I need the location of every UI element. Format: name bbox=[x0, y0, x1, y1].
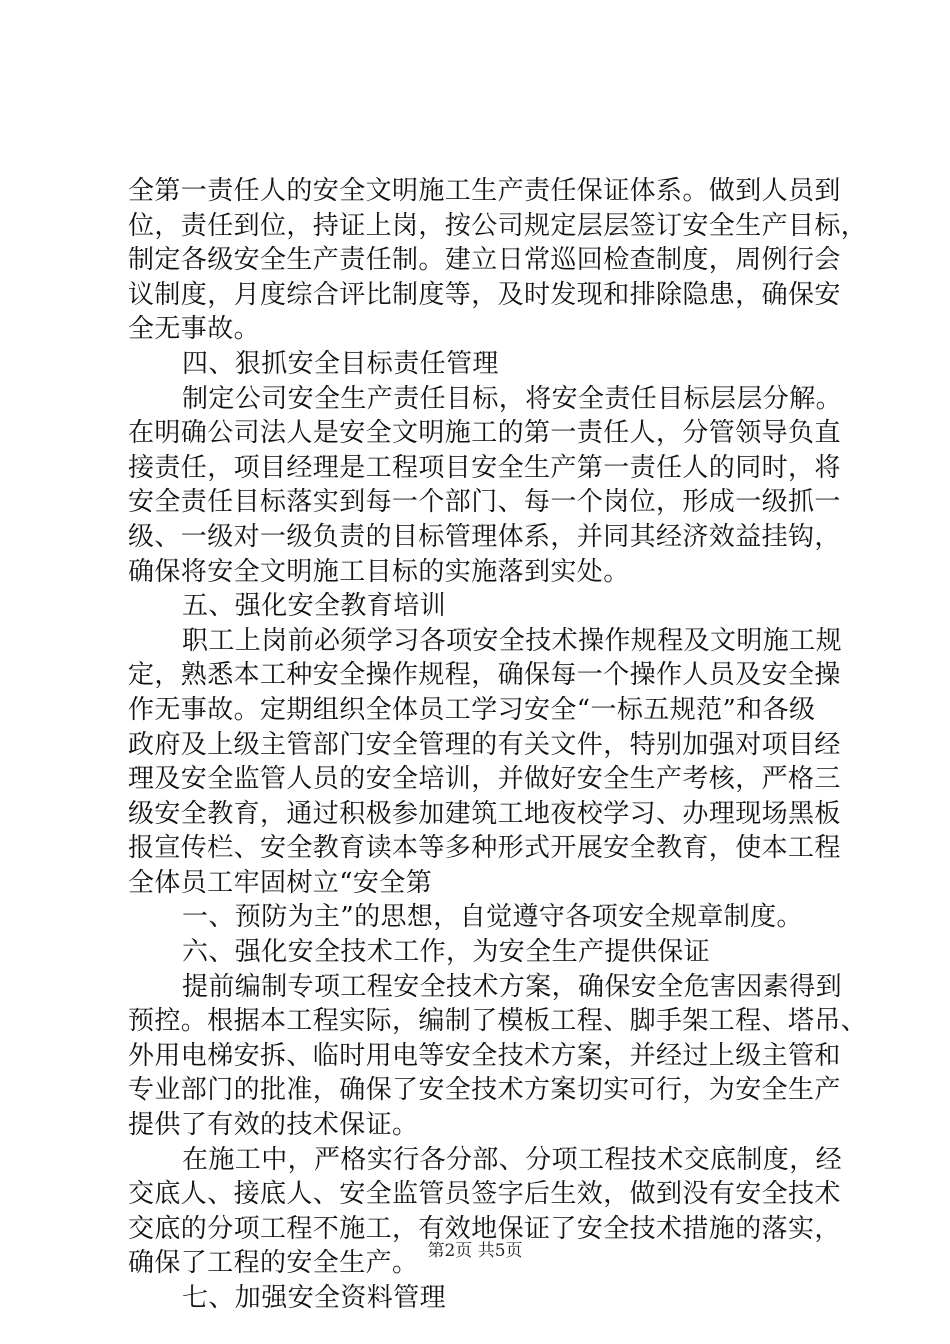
text-line: 外用电梯安拆、临时用电等安全技术方案，并经过上级主管和 bbox=[128, 1040, 841, 1071]
section-heading: 七、加强安全资料管理 bbox=[182, 1283, 447, 1313]
paragraph-start-line: 一、预防为主”的思想，自觉遵守各项安全规章制度。 bbox=[182, 902, 803, 933]
text-line: 交底人、接底人、安全监管员签字后生效，做到没有安全技术 bbox=[128, 1179, 841, 1210]
text-line: 制定各级安全生产责任制。建立日常巡回检查制度，周例行会 bbox=[128, 245, 841, 276]
text-line: 全体员工牢固树立“安全第 bbox=[128, 867, 433, 898]
text-line: 级、一级对一级负责的目标管理体系，并同其经济效益挂钩， bbox=[128, 521, 841, 552]
paragraph-start-line: 提前编制专项工程安全技术方案，确保安全危害因素得到 bbox=[182, 971, 843, 1002]
text-line: 全第一责任人的安全文明施工生产责任保证体系。做到人员到 bbox=[128, 176, 841, 206]
text-line: 报宣传栏、安全教育读本等多种形式开展安全教育，使本工程 bbox=[128, 833, 841, 864]
text-line: 理及安全监管人员的安全培训，并做好安全生产考核，严格三 bbox=[128, 764, 841, 795]
paragraph-start-line: 职工上岗前必须学习各项安全技术操作规程及文明施工规 bbox=[182, 625, 843, 656]
paragraph-start-line: 在施工中，严格实行各分部、分项工程技术交底制度，经 bbox=[182, 1144, 843, 1175]
section-heading: 四、狠抓安全目标责任管理 bbox=[182, 348, 499, 379]
document-body bbox=[128, 174, 868, 1316]
text-line: 专业部门的批准，确保了安全技术方案切实可行，为安全生产 bbox=[128, 1075, 841, 1106]
text-line: 级安全教育，通过积极参加建筑工地夜校学习、办理现场黑板 bbox=[128, 798, 841, 829]
paragraph-start-line: 制定公司安全生产责任目标，将安全责任目标层层分解。 bbox=[182, 383, 843, 414]
text-line: 议制度，月度综合评比制度等，及时发现和排除隐患，确保安 bbox=[128, 279, 841, 310]
text-line: 作无事故。定期组织全体员工学习安全“一标五规范”和各级 bbox=[128, 694, 816, 725]
text-line: 接责任，项目经理是工程项目安全生产第一责任人的同时，将 bbox=[128, 452, 841, 483]
text-line: 确保将安全文明施工目标的实施落到实处。 bbox=[128, 556, 630, 587]
page-footer: 第2页 共5页 bbox=[427, 1241, 523, 1261]
text-line: 预控。根据本工程实际，编制了模板工程、脚手架工程、塔吊、 bbox=[128, 1006, 868, 1037]
text-line: 提供了有效的技术保证。 bbox=[128, 1110, 419, 1141]
section-heading: 五、强化安全教育培训 bbox=[182, 591, 447, 622]
text-line: 政府及上级主管部门安全管理的有关文件，特别加强对项目经 bbox=[128, 729, 841, 760]
text-line: 在明确公司法人是安全文明施工的第一责任人，分管领导负直 bbox=[128, 418, 841, 449]
text-line: 确保了工程的安全生产。 bbox=[128, 1248, 419, 1279]
text-line: 定，熟悉本工种安全操作规程，确保每一个操作人员及安全操 bbox=[128, 660, 841, 691]
text-line: 安全责任目标落实到每一个部门、每一个岗位，形成一级抓一 bbox=[128, 487, 841, 518]
text-line: 位，责任到位，持证上岗，按公司规定层层签订安全生产目标， bbox=[128, 210, 868, 241]
text-line: 交底的分项工程不施工，有效地保证了安全技术措施的落实， bbox=[128, 1213, 841, 1244]
section-heading: 六、强化安全技术工作，为安全生产提供保证 bbox=[182, 937, 711, 968]
text-line: 全无事故。 bbox=[128, 314, 261, 345]
